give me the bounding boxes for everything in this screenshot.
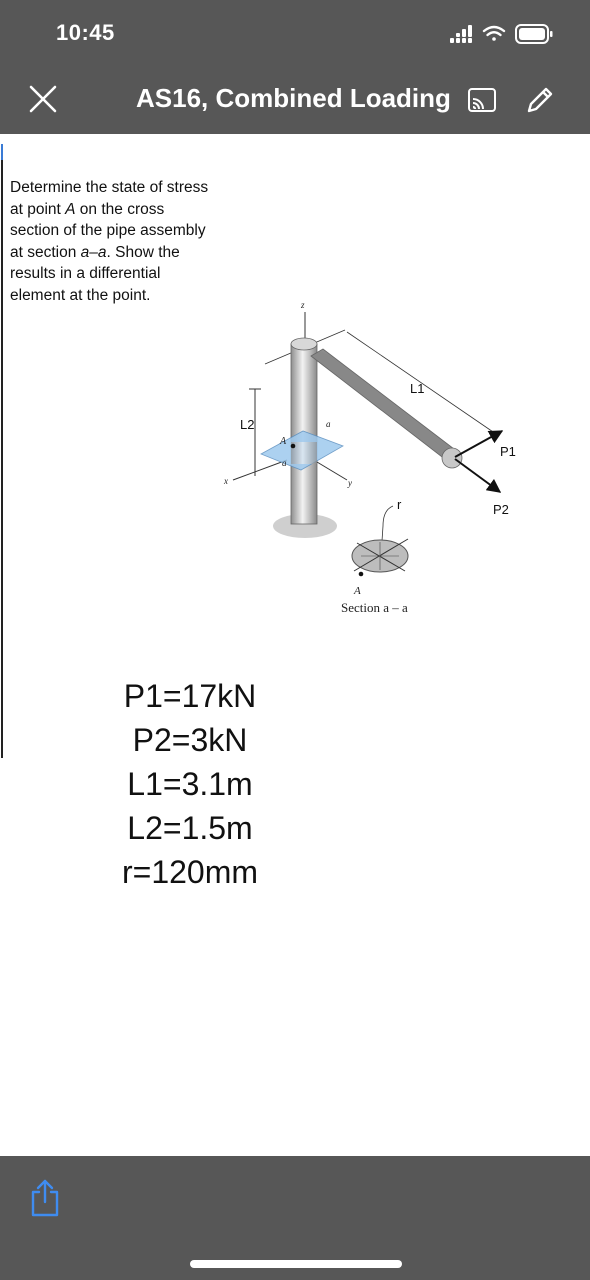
document-title: AS16, Combined Loading [136, 83, 451, 113]
share-icon [33, 1181, 57, 1215]
p2-label: P2 [493, 502, 509, 517]
problem-text-part: on the cross section of the pipe assembly at section [10, 200, 206, 261]
share-button[interactable] [28, 1178, 62, 1218]
given-p1: P1=17kN [123, 678, 257, 714]
bottom-bar [0, 1156, 590, 1280]
close-icon [31, 87, 55, 111]
point-a-marker [291, 444, 296, 449]
given-l1: L1=3.1m [127, 766, 253, 802]
page-edge-accent [1, 144, 3, 160]
page-edge-line [1, 144, 3, 758]
l2-label: L2 [240, 417, 255, 432]
pipe-assembly-diagram [215, 294, 535, 624]
problem-point-label: A [65, 200, 76, 218]
l1-label: L1 [410, 381, 425, 396]
top-bar [0, 0, 590, 134]
cellular-signal-icon [450, 25, 472, 43]
p2-arrow [455, 459, 500, 492]
y-axis-label: y [348, 478, 352, 488]
pencil-icon [529, 89, 551, 111]
x-axis-label: x [224, 476, 228, 486]
section-a-top-label: a [326, 419, 331, 429]
z-axis-label: z [301, 300, 305, 310]
pipe-top-cap [291, 338, 317, 350]
edit-button[interactable] [524, 84, 556, 116]
section-point-a-marker [359, 572, 364, 577]
p1-arrow [455, 431, 502, 457]
x-axis-line [233, 460, 287, 480]
problem-text-part: Determine the state of stress at point [10, 179, 209, 218]
problem-statement [10, 177, 210, 306]
radius-label: r [397, 497, 402, 512]
status-time: 10:45 [56, 20, 115, 45]
y-axis-line [317, 462, 347, 480]
section-caption: Section a – a [341, 600, 408, 615]
wifi-icon [484, 27, 504, 41]
given-p2: P2=3kN [132, 722, 248, 758]
document-viewer[interactable] [0, 134, 590, 1156]
arm-end-cap [442, 448, 462, 468]
home-indicator [190, 1260, 402, 1268]
close-button[interactable] [28, 84, 58, 114]
problem-section-label: a–a [80, 243, 107, 261]
given-r: r=120mm [121, 854, 259, 890]
cast-icon [469, 89, 495, 111]
section-a-bottom-label: a [282, 458, 287, 468]
battery-icon [516, 25, 553, 43]
section-a-a-view [352, 539, 408, 572]
problem-text-part: . Show the results in a differential element at the point. [10, 243, 180, 304]
status-icons [446, 22, 556, 46]
given-l2: L2=1.5m [127, 810, 253, 846]
section-point-a-label: A [354, 585, 361, 597]
given-values [60, 674, 320, 894]
p1-label: P1 [500, 444, 516, 459]
cast-button[interactable] [467, 87, 497, 113]
point-a-label: A [280, 436, 287, 447]
